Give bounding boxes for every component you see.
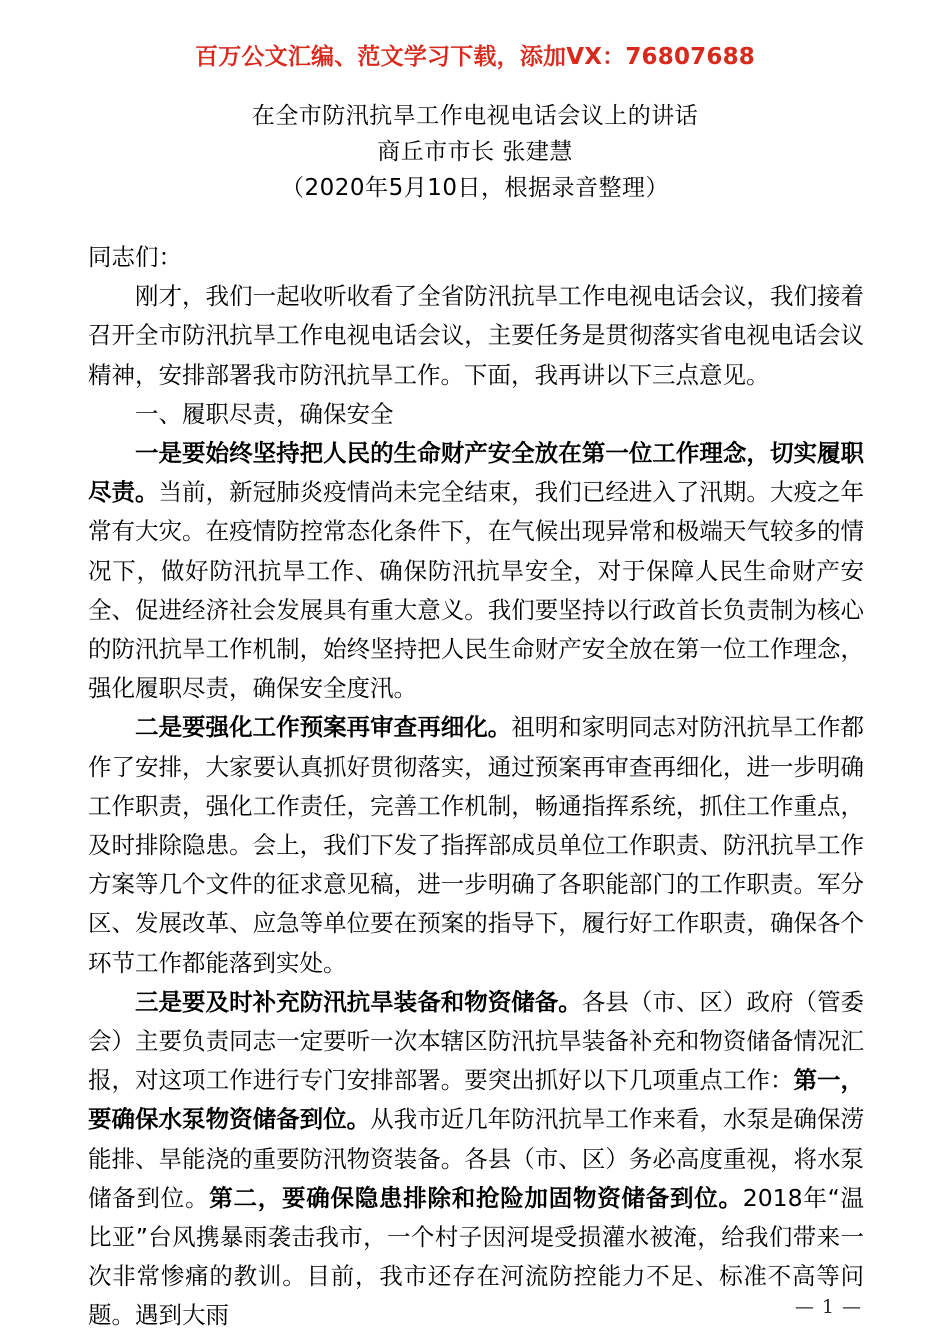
text-run-3-1: 当前，新冠肺炎疫情尚未完全结束，我们已经进入了汛期。大疫之年常有大灾。在疫情防控常态化条件下，在气候出现异常和极端天气较多的情况下，做好防汛抗旱工作、确保防汛抗旱安全，对于保障人民生命财产安全、促进经济社会发展具有重大意义。我们要坚持以行政首长负责制为核心的防汛抗旱工作机制，始终坚持把人民生命财产安全放在第一位工作理念，强化履职尽责，确保安全度汛。	[88, 478, 864, 703]
text-run-0-0: 同志们：	[88, 243, 182, 271]
document-title-block	[0, 98, 950, 206]
paragraph-point-one	[88, 434, 864, 708]
bold-run-5-0: 三是要及时补充防汛抗旱装备和物资储备。	[135, 987, 582, 1016]
page-number-footer: — 1 —	[794, 1296, 862, 1318]
bold-run-3-0: 一是要始终坚持把人民的生命财产安全放在第一位工作理念，切实履职尽责。	[88, 439, 864, 507]
bold-run-5-4: 第二，要确保隐患排除和抢险加固物资储备到位。	[209, 1183, 743, 1212]
text-run-1-0: 刚才，我们一起收听收看了全省防汛抗旱工作电视电话会议，我们接着召开全市防汛抗旱工作电视电话会议，主要任务是贯彻落实省电视电话会议精神，安排部署我市防汛抗旱工作。下面，我再讲以下三点意见。	[88, 282, 864, 389]
paragraph-point-two	[88, 708, 864, 982]
document-body	[88, 238, 864, 1336]
text-run-5-3: 从我市近几年防汛抗旱工作来看，水泵是确保涝能排、旱能浇的重要防汛物资装备。各县（市、区）务必高度重视，将水泵储备到位。	[88, 1105, 864, 1212]
paragraph-point-three	[88, 983, 864, 1336]
document-title-date: （2020年5月10日，根据录音整理）	[281, 175, 669, 201]
paragraph-opening	[88, 277, 864, 395]
text-run-5-5: 2018年“温比亚”台风携暴雨袭击我市，一个村子因河堤受损灌水被淹，给我们带来一次非常惨痛的教训。目前，我市还存在河流防控能力不足、标准不高等问题。遇到大雨	[88, 1183, 865, 1330]
text-run-4-1: 祖明和家明同志对防汛抗旱工作都作了安排，大家要认真抓好贯彻落实，通过预案再审查再细化，进一步明确工作职责，强化工作责任，完善工作机制，畅通指挥系统，抓住工作重点，及时排除隐患。会上，我们下发了指挥部成员单位工作职责、防汛抗旱工作方案等几个文件的征求意见稿，进一步明确了各职能部门的工作职责。军分区、发展改革、应急等单位要在预案的指导下，履行好工作职责，确保各个环节工作都能落到实处。	[88, 713, 865, 977]
promo-banner: 百万公文汇编、范文学习下载，添加VX：76807688	[195, 44, 755, 70]
bold-run-5-2: 第一，要确保水泵物资储备到位。	[88, 1066, 864, 1134]
document-title-author: 商丘市市长 张建慧	[377, 139, 573, 165]
bold-run-4-0: 二是要强化工作预案再审查再细化。	[135, 713, 512, 742]
document-title-main: 在全市防汛抗旱工作电视电话会议上的讲话	[251, 103, 699, 129]
paragraph-section-one-heading	[88, 395, 864, 434]
text-run-5-1: 各县（市、区）政府（管委会）主要负责同志一定要听一次本辖区防汛抗旱装备补充和物资储备情况汇报，对这项工作进行专门安排部署。要突出抓好以下几项重点工作：	[88, 987, 865, 1095]
paragraph-salutation	[88, 238, 864, 277]
text-run-2-0: 一、履职尽责，确保安全	[135, 399, 394, 428]
